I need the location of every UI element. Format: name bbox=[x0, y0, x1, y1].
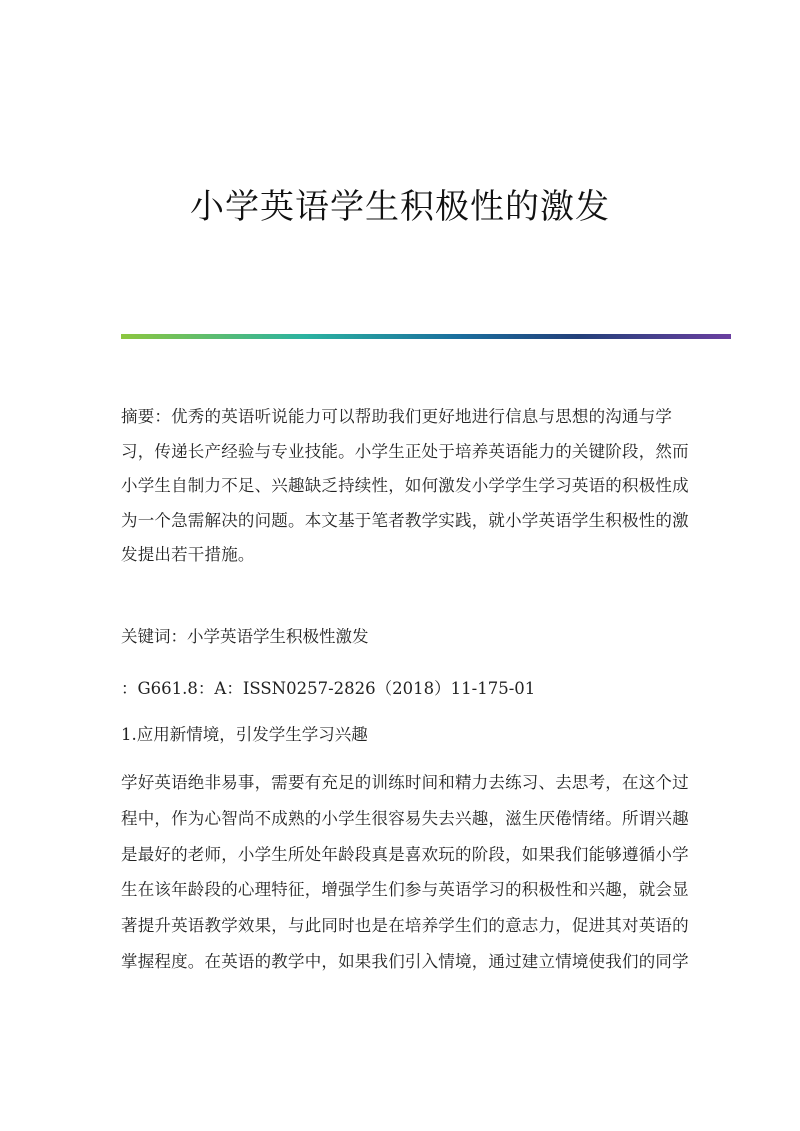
paragraph-line: 生在该年龄段的心理特征，增强学生们参与英语学习的积极性和兴趣，就会显 bbox=[121, 880, 689, 900]
paragraph-line: 掌握程度。在英语的教学中，如果我们引入情境，通过建立情境使我们的同学 bbox=[121, 951, 689, 971]
title-divider bbox=[121, 334, 731, 339]
paragraph-line: 程中，作为心智尚不成熟的小学生很容易失去兴趣，滋生厌倦情绪。所谓兴趣 bbox=[121, 808, 689, 828]
classification-info: ：G661.8：A：ISSN0257-2826（2018）11-175-01 bbox=[121, 679, 536, 698]
paragraph-line: 学好英语绝非易事，需要有充足的训练时间和精力去练习、去思考，在这个过 bbox=[121, 773, 689, 792]
abstract-line: 习，传递长产经验与专业技能。小学生正处于培养英语能力的关键阶段，然而 bbox=[121, 441, 689, 461]
paragraph-line: 著提升英语教学效果，与此同时也是在培养学生们的意志力，促进其对英语的 bbox=[121, 916, 689, 936]
paragraph-line: 是最好的老师，小学生所处年龄段真是喜欢玩的阶段，如果我们能够遵循小学 bbox=[121, 844, 689, 864]
abstract bbox=[121, 400, 689, 573]
abstract-line: 小学生自制力不足、兴趣缺乏持续性，如何激发小学学生学习英语的积极性成 bbox=[121, 476, 689, 495]
abstract-line: 发提出若干措施。 bbox=[121, 545, 255, 564]
keywords: 关键词：小学英语学生积极性激发 bbox=[121, 627, 369, 646]
document-title: 小学英语学生积极性的激发 bbox=[190, 187, 610, 227]
section-heading: 1.应用新情境，引发学生学习兴趣 bbox=[121, 725, 368, 744]
abstract-line: 为一个急需解决的问题。本文基于笔者教学实践，就小学英语学生积极性的激 bbox=[121, 510, 689, 530]
abstract-line: 摘要：优秀的英语听说能力可以帮助我们更好地进行信息与思想的沟通与学 bbox=[121, 407, 673, 426]
body-paragraph bbox=[121, 765, 689, 980]
